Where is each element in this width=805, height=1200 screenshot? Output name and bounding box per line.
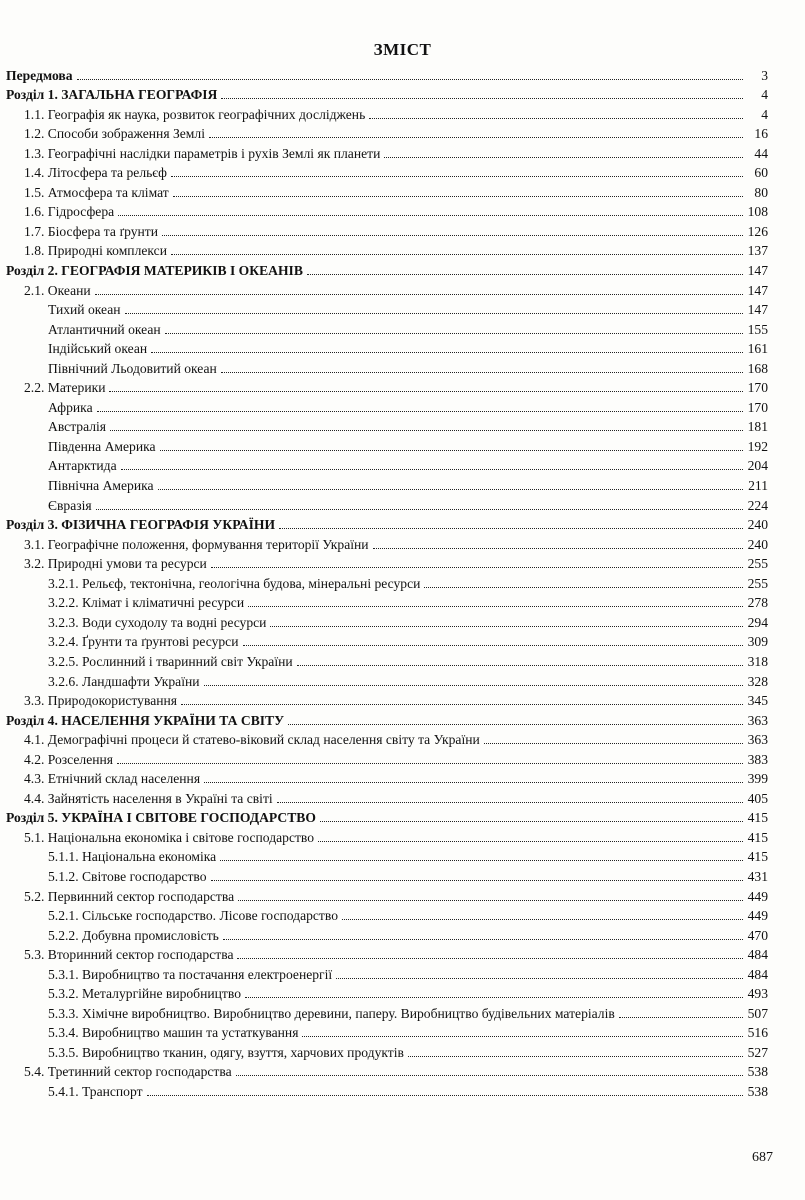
- toc-entry-title: 1.8. Природні комплекси: [24, 243, 167, 259]
- toc-entry-row: [6, 1061, 768, 1081]
- toc-entry-title: 3.2.6. Ландшафти України: [48, 673, 200, 689]
- toc-entry-row: [6, 748, 768, 768]
- page-title: ЗМІСТ: [373, 40, 432, 59]
- toc-entry-page: 147: [747, 263, 768, 279]
- toc-entry-title: 5.3.5. Виробництво тканин, одягу, взуття, харчових продуктів: [48, 1044, 404, 1060]
- dot-leader: [302, 1036, 743, 1037]
- toc-entry-page: 3: [761, 67, 768, 83]
- toc-entry-title: 1.5. Атмосфера та клімат: [24, 184, 169, 200]
- dot-leader: [125, 313, 743, 314]
- toc-entry-page: 507: [747, 1005, 768, 1021]
- toc-entry-title: 5.1.1. Національна економіка: [48, 849, 217, 865]
- dot-leader: [342, 919, 743, 920]
- toc-entry-row: [6, 455, 768, 475]
- toc-entry-title: Африка: [48, 399, 93, 415]
- toc-entry-title: 1.7. Біосфера та ґрунти: [24, 223, 158, 239]
- dot-leader: [484, 743, 743, 744]
- toc-entry-page: 415: [747, 829, 768, 845]
- dot-leader: [245, 997, 743, 998]
- toc-entry-page: 170: [747, 380, 768, 396]
- toc-entry-row: [6, 611, 768, 631]
- toc-entry-page: 170: [747, 399, 768, 415]
- toc-entry-page: 399: [747, 771, 768, 787]
- toc-entry-row: [6, 220, 768, 240]
- dot-leader: [237, 958, 743, 959]
- dot-leader: [243, 645, 744, 646]
- page-number: 687: [752, 1150, 773, 1165]
- toc-entry-page: 328: [747, 673, 768, 689]
- toc-entry-page: 493: [747, 986, 768, 1002]
- toc-entry-page: 60: [754, 165, 768, 181]
- toc-entry-title: Індійський океан: [48, 341, 148, 357]
- toc-entry-title: 3.2.2. Клімат і кліматичні ресурси: [48, 595, 245, 611]
- toc-entry-title: 5.4.1. Транспорт: [48, 1083, 143, 1099]
- dot-leader: [147, 1095, 743, 1096]
- toc-entry-row: [6, 377, 768, 397]
- toc-entry-page: 137: [747, 243, 768, 259]
- toc-entry-title: 3.2.1. Рельєф, тектонічна, геологічна будова, мінеральні ресурси: [48, 575, 421, 591]
- table-of-contents: [6, 64, 768, 1100]
- toc-entry-page: 4: [761, 87, 768, 103]
- toc-entry-title: 5.3. Вторинний сектор господарства: [24, 947, 234, 963]
- toc-entry-title: Північна Америка: [48, 478, 154, 494]
- toc-entry-row: [6, 338, 768, 358]
- toc-entry-title: Південна Америка: [48, 438, 156, 454]
- toc-entry-row: [6, 103, 768, 123]
- toc-entry-page: 211: [748, 478, 768, 494]
- dot-leader: [307, 274, 743, 275]
- toc-section-row: [6, 84, 768, 104]
- dot-leader: [238, 900, 743, 901]
- toc-entry-title: 4.2. Розселення: [24, 751, 114, 767]
- toc-entry-row: [6, 1080, 768, 1100]
- dot-leader: [171, 176, 743, 177]
- dot-leader: [297, 665, 743, 666]
- toc-entry-page: 147: [747, 302, 768, 318]
- dot-leader: [288, 724, 743, 725]
- dot-leader: [121, 469, 743, 470]
- toc-entry-title: 3.2.3. Води суходолу та водні ресурси: [48, 614, 267, 630]
- toc-entry-page: 80: [754, 184, 768, 200]
- toc-entry-page: 309: [747, 634, 768, 650]
- toc-entry-title: 5.2.1. Сільське господарство. Лісове господарство: [48, 908, 338, 924]
- toc-entry-page: 16: [754, 126, 768, 142]
- toc-entry-title: 2.2. Материки: [24, 380, 106, 396]
- toc-entry-row: [6, 162, 768, 182]
- dot-leader: [220, 860, 743, 861]
- toc-entry-row: [6, 944, 768, 964]
- toc-entry-page: 147: [747, 282, 768, 298]
- toc-entry-page: 278: [747, 595, 768, 611]
- dot-leader: [160, 450, 743, 451]
- dot-leader: [221, 98, 743, 99]
- dot-leader: [173, 196, 743, 197]
- toc-entry-title: 5.3.4. Виробництво машин та устаткування: [48, 1025, 299, 1041]
- toc-entry-row: [6, 533, 768, 553]
- toc-entry-page: 240: [747, 517, 768, 533]
- toc-entry-title: 5.3.2. Металургійне виробництво: [48, 986, 241, 1002]
- toc-entry-page: 155: [747, 321, 768, 337]
- toc-entry-page: 383: [747, 751, 768, 767]
- toc-entry-row: [6, 729, 768, 749]
- toc-entry-row: [6, 435, 768, 455]
- toc-entry-page: 470: [747, 927, 768, 943]
- toc-entry-row: [6, 885, 768, 905]
- toc-entry-title: 3.1. Географічне положення, формування території України: [24, 536, 369, 552]
- dot-leader: [209, 137, 743, 138]
- toc-entry-row: [6, 318, 768, 338]
- toc-entry-row: [6, 1002, 768, 1022]
- toc-entry-row: [6, 865, 768, 885]
- toc-entry-title: 1.3. Географічні наслідки параметрів і рухів Землі як планети: [24, 145, 381, 161]
- toc-entry-row: [6, 357, 768, 377]
- toc-entry-title: Розділ 2. ГЕОГРАФІЯ МАТЕРИКІВ І ОКЕАНІВ: [6, 263, 303, 279]
- toc-entry-title: Розділ 1. ЗАГАЛЬНА ГЕОГРАФІЯ: [6, 87, 218, 103]
- toc-entry-row: [6, 299, 768, 319]
- toc-entry-row: [6, 201, 768, 221]
- toc-entry-title: Розділ 5. УКРАЇНА І СВІТОВЕ ГОСПОДАРСТВО: [6, 810, 316, 826]
- toc-entry-title: Північний Льодовитий океан: [48, 360, 217, 376]
- toc-entry-page: 363: [747, 732, 768, 748]
- dot-leader: [204, 685, 743, 686]
- dot-leader: [221, 372, 743, 373]
- toc-entry-page: 415: [747, 810, 768, 826]
- toc-entry-title: Євразія: [48, 497, 92, 513]
- toc-entry-row: [6, 631, 768, 651]
- toc-entry-page: 345: [747, 693, 768, 709]
- toc-entry-row: [6, 787, 768, 807]
- dot-leader: [211, 880, 743, 881]
- dot-leader: [369, 118, 743, 119]
- toc-entry-page: 318: [747, 653, 768, 669]
- dot-leader: [109, 391, 743, 392]
- toc-entry-title: Тихий океан: [48, 302, 121, 318]
- toc-entry-title: 2.1. Океани: [24, 282, 91, 298]
- toc-entry-row: [6, 826, 768, 846]
- toc-entry-row: [6, 1041, 768, 1061]
- toc-entry-page: 255: [747, 575, 768, 591]
- toc-entry-title: 5.3.3. Хімічне виробництво. Виробництво деревини, паперу. Виробництво будівельних матеріалів: [48, 1005, 615, 1021]
- toc-entry-page: 405: [747, 790, 768, 806]
- toc-entry-title: 4.3. Етнічний склад населення: [24, 771, 201, 787]
- dot-leader: [211, 567, 743, 568]
- dot-leader: [223, 939, 743, 940]
- dot-leader: [619, 1017, 743, 1018]
- dot-leader: [236, 1075, 743, 1076]
- toc-entry-row: [6, 963, 768, 983]
- toc-entry-page: 294: [747, 614, 768, 630]
- dot-leader: [320, 821, 743, 822]
- toc-entry-row: [6, 592, 768, 612]
- dot-leader: [165, 333, 743, 334]
- dot-leader: [151, 352, 743, 353]
- toc-section-row: [6, 514, 768, 534]
- toc-entry-page: 415: [747, 849, 768, 865]
- toc-entry-title: Передмова: [6, 67, 73, 83]
- dot-leader: [181, 704, 743, 705]
- toc-entry-row: [6, 474, 768, 494]
- toc-entry-page: 363: [747, 712, 768, 728]
- toc-entry-page: 168: [747, 360, 768, 376]
- dot-leader: [171, 254, 743, 255]
- dot-leader: [118, 215, 743, 216]
- toc-section-row: [6, 259, 768, 279]
- toc-entry-title: 5.2.2. Добувна промисловість: [48, 927, 219, 943]
- dot-leader: [248, 606, 743, 607]
- toc-entry-row: [6, 670, 768, 690]
- toc-entry-page: 538: [747, 1083, 768, 1099]
- toc-entry-title: 5.1.2. Світове господарство: [48, 868, 207, 884]
- toc-entry-page: 240: [747, 536, 768, 552]
- toc-entry-page: 181: [747, 419, 768, 435]
- toc-entry-page: 4: [761, 106, 768, 122]
- toc-entry-row: [6, 416, 768, 436]
- toc-entry-title: 4.4. Зайнятість населення в Україні та світі: [24, 790, 273, 806]
- toc-entry-row: [6, 650, 768, 670]
- toc-entry-page: 204: [747, 458, 768, 474]
- toc-entry-page: 108: [747, 204, 768, 220]
- toc-entry-title: 3.2.4. Ґрунти та ґрунтові ресурси: [48, 634, 239, 650]
- toc-entry-page: 538: [747, 1064, 768, 1080]
- dot-leader: [97, 411, 743, 412]
- toc-entry-title: Австралія: [48, 419, 107, 435]
- dot-leader: [336, 978, 743, 979]
- toc-entry-title: Антарктида: [48, 458, 117, 474]
- toc-entry-row: [6, 123, 768, 143]
- toc-entry-title: Розділ 3. ФІЗИЧНА ГЕОГРАФІЯ УКРАЇНИ: [6, 517, 276, 533]
- toc-entry-title: Атлантичний океан: [48, 321, 161, 337]
- toc-entry-title: 4.1. Демографічні процеси й статево-віковий склад населення світу та України: [24, 732, 480, 748]
- dot-leader: [204, 782, 743, 783]
- dot-leader: [162, 235, 743, 236]
- toc-section-row: [6, 807, 768, 827]
- toc-entry-title: 3.2.5. Рослинний і тваринний світ України: [48, 653, 293, 669]
- toc-entry-title: 1.1. Географія як наука, розвиток географічних досліджень: [24, 106, 366, 122]
- toc-entry-page: 516: [747, 1025, 768, 1041]
- toc-entry-page: 484: [747, 947, 768, 963]
- toc-entry-page: 449: [747, 908, 768, 924]
- toc-entry-row: [6, 279, 768, 299]
- dot-leader: [318, 841, 743, 842]
- dot-leader: [279, 528, 743, 529]
- toc-entry-row: [6, 240, 768, 260]
- toc-entry-page: 527: [747, 1044, 768, 1060]
- toc-entry-row: [6, 1022, 768, 1042]
- toc-entry-row: [6, 494, 768, 514]
- toc-entry-title: Розділ 4. НАСЕЛЕННЯ УКРАЇНИ ТА СВІТУ: [6, 712, 285, 728]
- dot-leader: [96, 509, 743, 510]
- toc-entry-title: 3.3. Природокористування: [24, 693, 178, 709]
- toc-entry-row: [6, 924, 768, 944]
- toc-entry-row: [6, 572, 768, 592]
- toc-entry-title: 3.2. Природні умови та ресурси: [24, 556, 207, 572]
- toc-entry-page: 255: [747, 556, 768, 572]
- toc-entry-row: [6, 553, 768, 573]
- dot-leader: [373, 548, 743, 549]
- toc-entry-page: 484: [747, 966, 768, 982]
- toc-entry-title: 5.2. Первинний сектор господарства: [24, 888, 235, 904]
- toc-entry-row: [6, 690, 768, 710]
- toc-entry-page: 126: [747, 223, 768, 239]
- toc-entry-page: 224: [747, 497, 768, 513]
- toc-entry-row: [6, 142, 768, 162]
- toc-entry-title: 5.1. Національна економіка і світове господарство: [24, 829, 315, 845]
- dot-leader: [117, 763, 743, 764]
- toc-entry-row: [6, 905, 768, 925]
- dot-leader: [158, 489, 743, 490]
- toc-section-row: [6, 64, 768, 84]
- toc-entry-title: 1.2. Способи зображення Землі: [24, 126, 205, 142]
- toc-entry-title: 1.6. Гідросфера: [24, 204, 115, 220]
- dot-leader: [77, 79, 743, 80]
- dot-leader: [270, 626, 743, 627]
- dot-leader: [277, 802, 743, 803]
- toc-entry-title: 5.3.1. Виробництво та постачання електроенергії: [48, 966, 333, 982]
- toc-entry-row: [6, 846, 768, 866]
- dot-leader: [408, 1056, 743, 1057]
- toc-entry-page: 449: [747, 888, 768, 904]
- dot-leader: [384, 157, 743, 158]
- dot-leader: [110, 430, 743, 431]
- toc-entry-row: [6, 396, 768, 416]
- toc-entry-title: 1.4. Літосфера та рельєф: [24, 165, 167, 181]
- toc-entry-page: 192: [747, 438, 768, 454]
- toc-entry-title: 5.4. Третинний сектор господарства: [24, 1064, 232, 1080]
- dot-leader: [95, 294, 743, 295]
- toc-entry-row: [6, 181, 768, 201]
- toc-section-row: [6, 709, 768, 729]
- toc-entry-row: [6, 768, 768, 788]
- dot-leader: [424, 587, 743, 588]
- toc-entry-page: 431: [747, 868, 768, 884]
- toc-entry-page: 161: [747, 341, 768, 357]
- toc-entry-page: 44: [754, 145, 768, 161]
- toc-entry-row: [6, 983, 768, 1003]
